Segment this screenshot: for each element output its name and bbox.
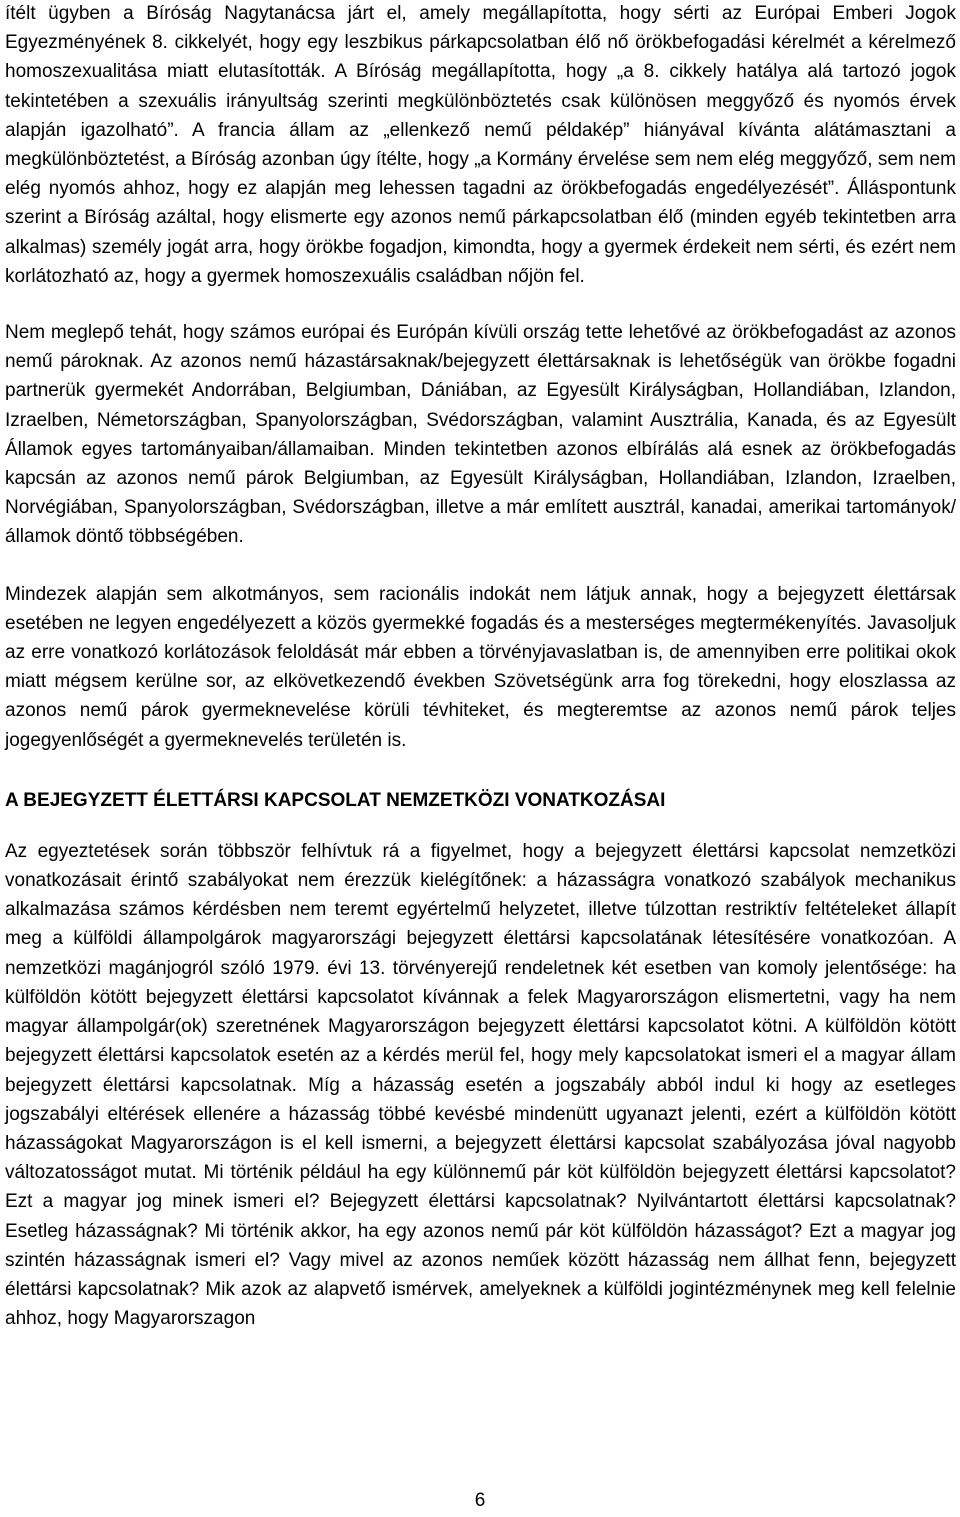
page-number: 6 (474, 1490, 486, 1511)
paragraph-international-aspects: Az egyeztetések során többször felhívtuk rá a figyelmet, hogy a bejegyzett élettársi kapcsolat nemzetközi vonatkozásait érintő szabályokat nem érezzük kielégítőnek: a házasságra vonatkozó szabályok mechanikus alkalmazása számos kérdésben nem teremt egyértelmű helyzetet, illetve túlzottan restriktív feltételeket állapít meg a külföldi állampolgárok magyarországi bejegyzett élettársi kapcsolatának létesítésére vonatkozóan. A nemzetközi magánjogról szóló 1979. évi 13. törvényerejű rendeletnek két esetben van komoly jelentősége: ha külföldön kötött bejegyzett élettársi kapcsolatot kívánnak a felek Magyarországon elismertetni, vagy ha nem magyar állampolgár(ok) szeretnének Magyarországon bejegyzett élettársi kapcsolatot kötni. A külföldön kötött bejegyzett élettársi kapcsolatok esetén az a kérdés merül fel, hogy mely kapcsolatokat ismeri el a magyar állam bejegyzett élettársi kapcsolatnak. Míg a házasság esetén a jogszabály abból indul ki hogy az esetleges jogszabályi eltérések ellenére a házasság többé kevésbé mindenütt ugyanazt jelenti, ezért a külföldön kötött házasságokat Magyarországon is el kell ismerni, a bejegyzett élettársi kapcsolat szabályozása jóval nagyobb változatosságot mutat. Mi történik például ha egy különnemű pár köt külföldön bejegyzett élettársi kapcsolatot? Ezt a magyar jog minek ismeri el? Bejegyzett élettársi kapcsolatnak? Nyilvántartott élettársi kapcsolatnak? Esetleg házasságnak? Mi történik akkor, ha egy azonos nemű pár köt külföldön házasságot? Ezt a magyar jog szintén házasságnak ismeri el? Vagy mivel az azonos neműek között házasság nem állhat fenn, bejegyzett élettársi kapcsolatnak? Mik azok az alapvető ismérvek, amelyeknek a külföldi jogintézménynek meg kell felelnie ahhoz, hogy Magyarorszagon (5, 840, 956, 1330)
paragraph-echr-ruling: ítélt ügyben a Bíróság Nagytanácsa járt el, amely megállapította, hogy sérti az Európai Emberi Jogok Egyezményének 8. cikkelyét, hogy egy leszbikus párkapcsolatban élő nő örökbefogadási kérelmét a kérelmező homoszexualitása miatt elutasították. A Bíróság megállapította, hogy „a 8. cikkely hatálya alá tartozó jogok tekintetében a szexuális irányultság szerinti megkülönböztetés csak különösen meggyőző és nyomós érvek alapján igazolható”. A francia állam az „ellenkező nemű példakép” hiányával kívánta alátámasztani a megkülönböztetést, a Bíróság azonban úgy ítélte, hogy „a Kormány érvelése sem nem elég meggyőző, sem nem elég nyomós ahhoz, hogy ez alapján meg lehessen tagadni az örökbefogadás engedélyezését”. Álláspontunk szerint a Bíróság azáltal, hogy elismerte egy azonos nemű párkapcsolatban élő (minden egyéb tekintetben arra alkalmas) személy jogát arra, hogy örökbe fogadjon, kimondta, hogy a gyermek érdekeit nem sérti, és ezért nem korlátozható az, hogy a gyermek homoszexuális családban nőjön fel. (5, 3, 956, 287)
document-page (5, 0, 956, 1333)
paragraph-conclusion: Mindezek alapján sem alkotmányos, sem racionális indokát nem látjuk annak, hogy a bejegyzett élettársak esetében ne legyen engedélyezett a közös gyermekké fogadás és a mesterséges megtermékenyítés. Javasoljuk az erre vonatkozó korlátozások feloldását már ebben a törvényjavaslatban is, de amennyiben erre politikai okok miatt mégsem kerülne sor, az elkövetkezendő években Szövetségünk arra fog törekedni, hogy eloszlassa az azonos nemű párok gyermeknevelése körüli tévhiteket, és megteremtse az azonos nemű párok teljes jogegyenlőségét a gyermeknevelés területén is. (5, 583, 956, 751)
paragraph-adoption-countries: Nem meglepő tehát, hogy számos európai és Európán kívüli ország tette lehetővé az örökbefogadást az azonos nemű pároknak. Az azonos nemű házastársaknak/bejegyzett élettársaknak is lehetőségük van örökbe fogadni partnerük gyermekét Andorrában, Belgiumban, Dániában, az Egyesült Királyságban, Hollandiában, Izlandon, Izraelben, Németországban, Spanyolországban, Svédországban, valamint Ausztrália, Kanada, és az Egyesült Államok egyes tartományaiban/államaiban. Minden tekintetben azonos elbírálás alá esnek az örökbefogadás kapcsán az azonos nemű párok Belgiumban, az Egyesült Királyságban, Hollandiában, Izlandon, Izraelben, Norvégiában, Spanyolországban, Svédországban, illetve a már említett ausztrál, kanadai, amerikai tartományok/államok döntő többségében. (5, 322, 956, 548)
section-heading: A BEJEGYZETT ÉLETTÁRSI KAPCSOLAT NEMZETKÖZI VONATKOZÁSAI (5, 789, 666, 811)
